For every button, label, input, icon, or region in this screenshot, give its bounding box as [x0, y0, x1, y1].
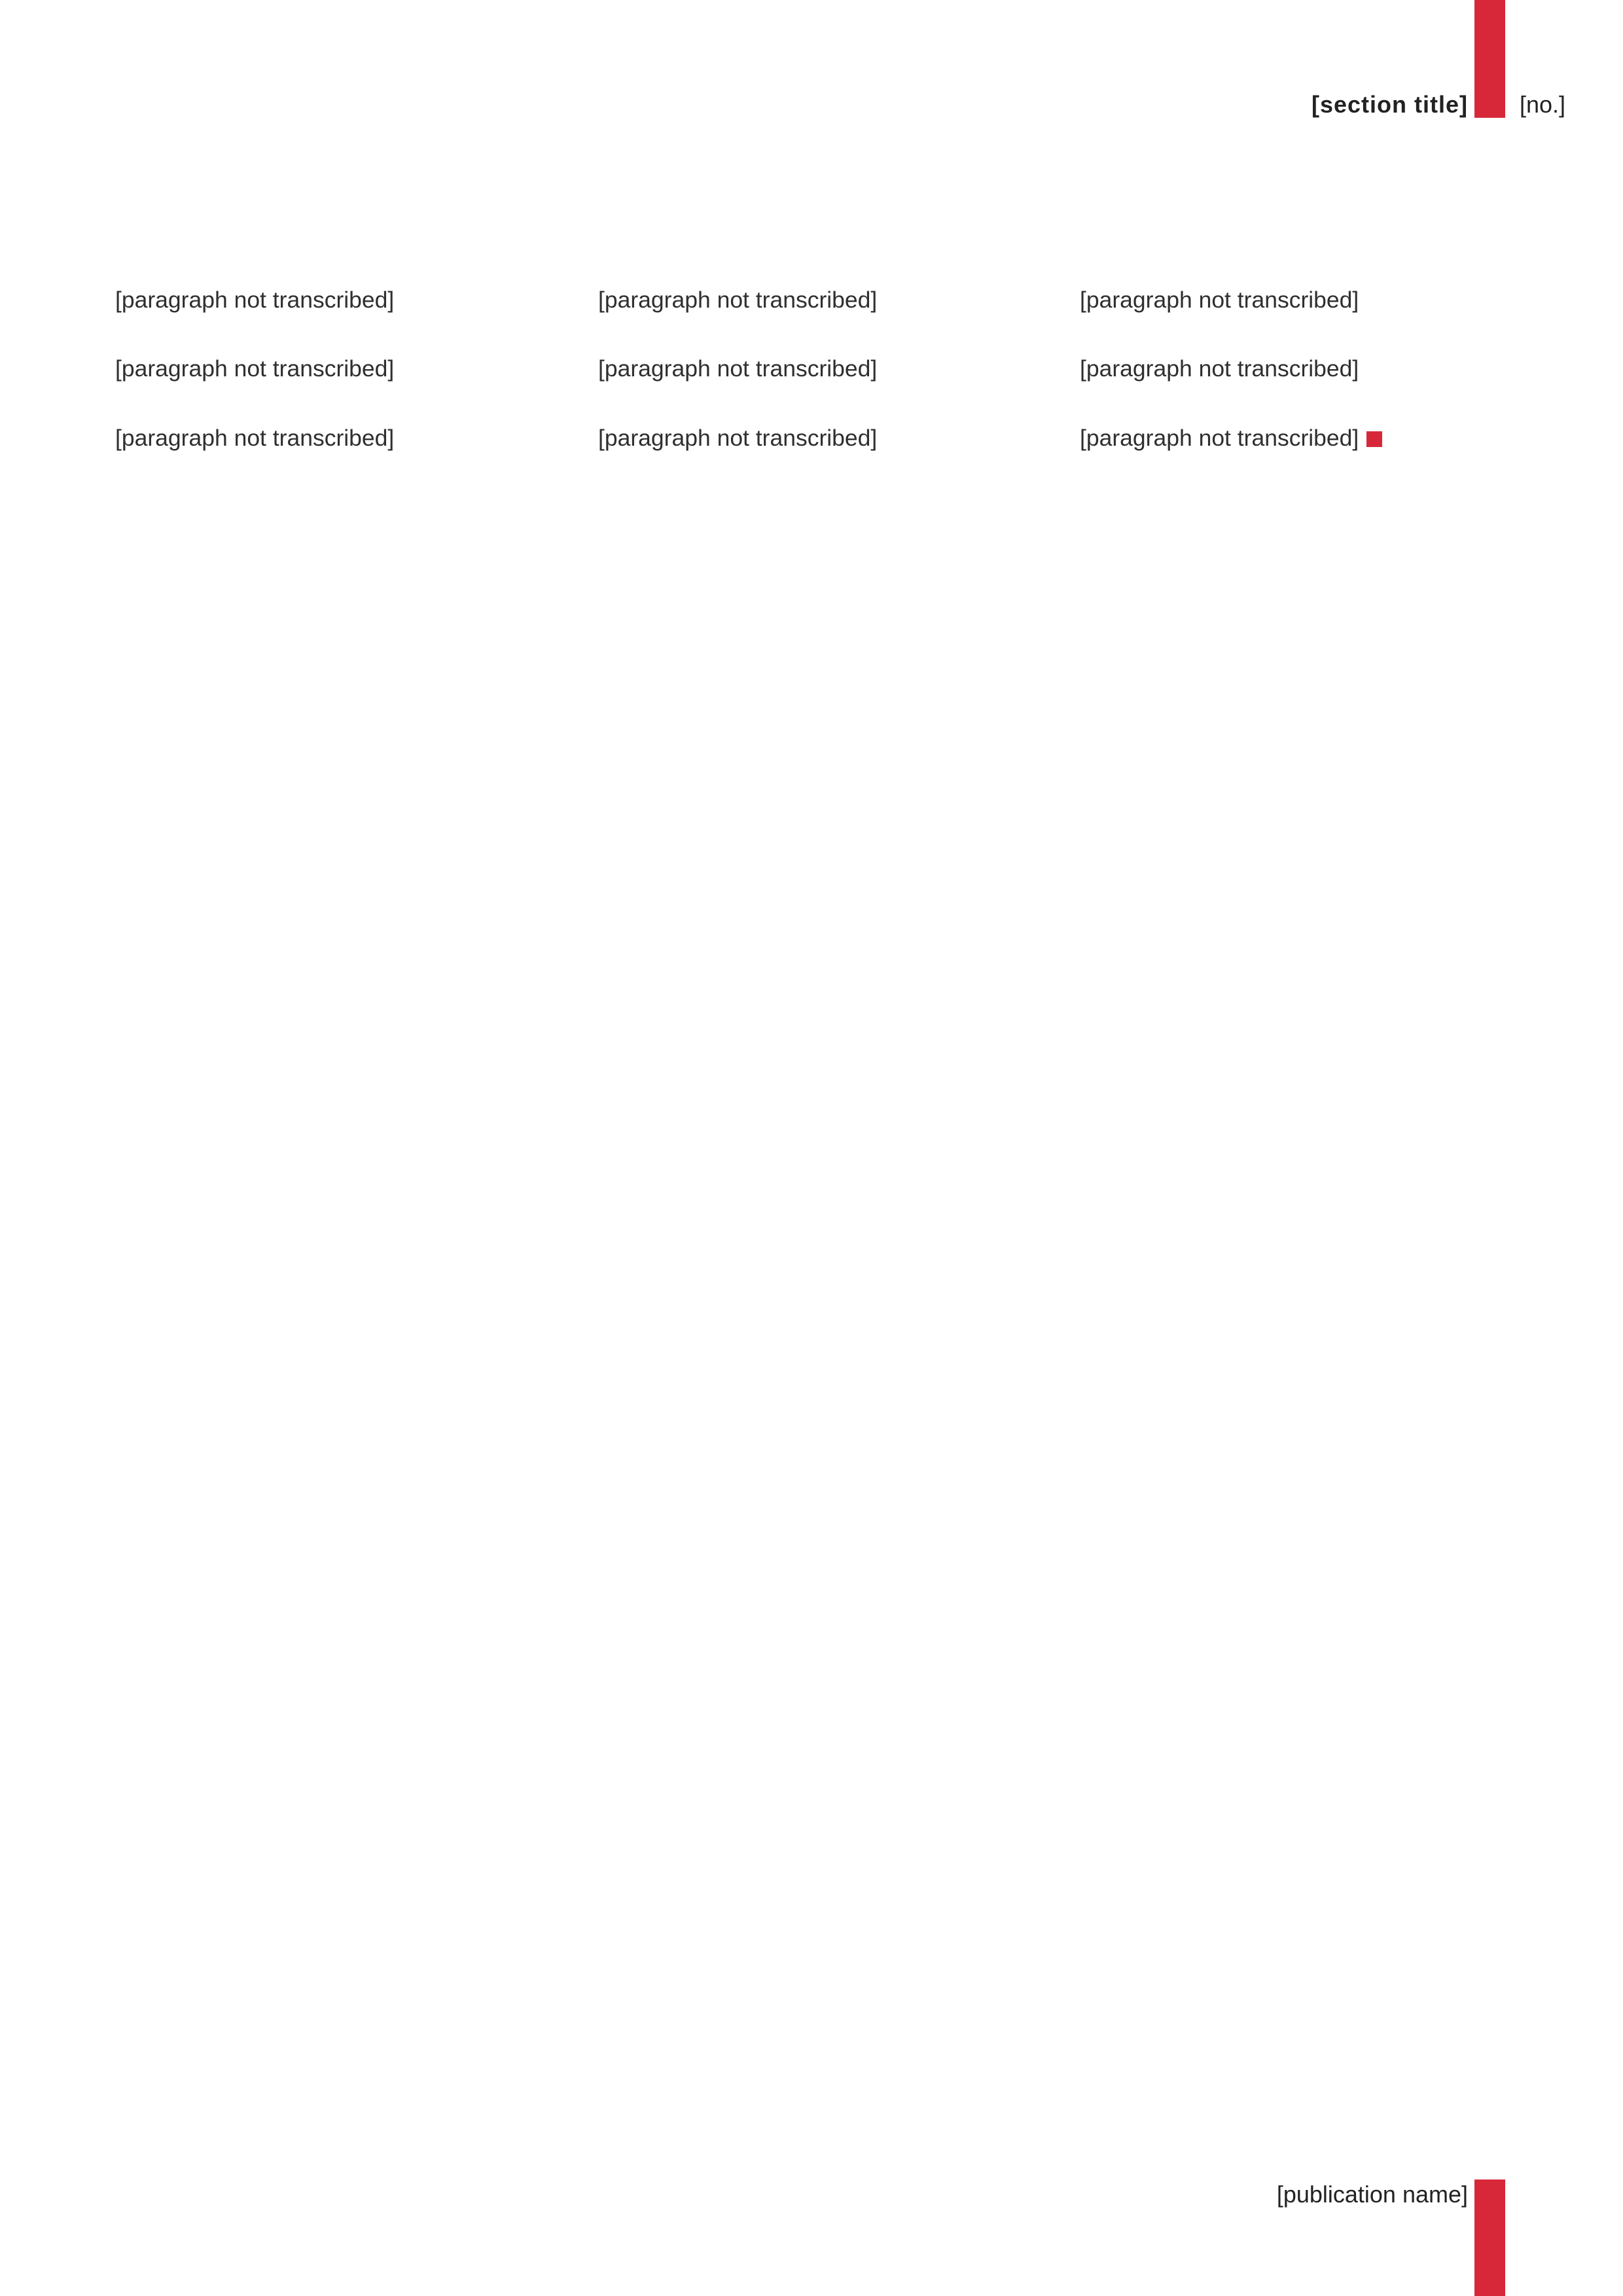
section-title: [section title] — [1311, 91, 1468, 118]
text-column-1 — [115, 283, 544, 490]
paragraph: [paragraph not transcribed] — [598, 355, 878, 382]
paragraph: [paragraph not transcribed] — [115, 355, 395, 382]
header-accent-bar — [1474, 0, 1505, 118]
publication-footer: [publication name] — [1276, 2181, 1468, 2208]
paragraph: [paragraph not transcribed] — [115, 287, 395, 313]
paragraph: [paragraph not transcribed] — [1080, 287, 1359, 313]
text-column-2 — [598, 283, 1027, 490]
paragraph-final-text: [paragraph not transcribed] — [1080, 424, 1359, 451]
page-number: [no.] — [1520, 91, 1566, 118]
paragraph: [paragraph not transcribed] — [598, 287, 878, 313]
paragraph: [paragraph not transcribed] — [598, 424, 878, 451]
end-of-article-mark-icon — [1366, 431, 1382, 447]
paragraph: [paragraph not transcribed] — [115, 424, 395, 451]
text-column-3 — [1080, 283, 1508, 490]
paragraph: [paragraph not transcribed] — [1080, 355, 1359, 382]
paragraph-final — [1080, 421, 1508, 456]
footer-accent-bar — [1474, 2179, 1505, 2296]
